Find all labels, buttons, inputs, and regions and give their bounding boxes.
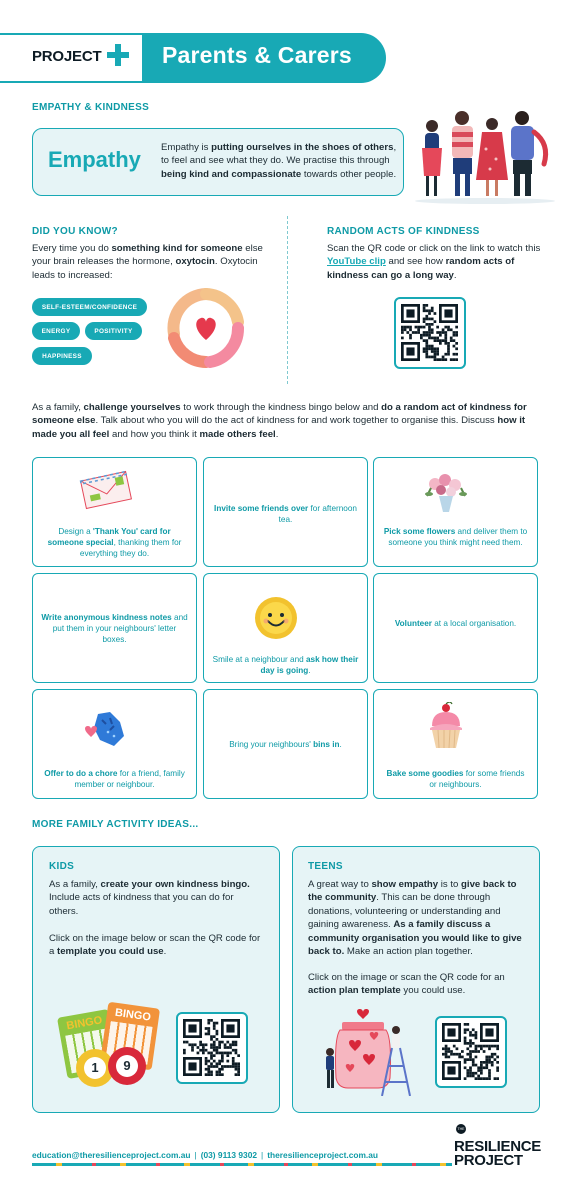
bingo-cell-text: Write anonymous kindness notes and put them in your neighbours' letter boxes. [41, 613, 188, 645]
footer-separator: | [194, 1150, 197, 1160]
trp-logo-the: THE [456, 1124, 466, 1134]
kids-text-2: Click on the image below or scan the QR code for a template you could use. [49, 933, 261, 958]
helping-hand-icon [80, 706, 130, 755]
bingo-cell-text: Pick some flowers and deliver them to someone you think might need them. [383, 527, 528, 548]
pill-self-esteem: SELF-ESTEEM/CONFIDENCE [32, 298, 147, 316]
did-you-know-label: DID YOU KNOW? [32, 226, 118, 237]
bingo-cell [32, 573, 197, 683]
challenge-text: As a family, challenge yourselves to work through the kindness bingo below and do a random act of kindness for someone else. Talk about who you will do the act of kindness for and work together to organise this. Discuss how it made you all feel and how you think it made others feel. [32, 402, 527, 440]
kindness-jar-illustration[interactable] [322, 1008, 414, 1096]
empathy-word: Empathy [48, 147, 141, 172]
flowers-icon [421, 470, 471, 519]
teens-label: TEENS [308, 861, 343, 872]
bingo-cell [203, 573, 368, 683]
bingo-cell-text: Smile at a neighbour and ask how their day is going. [212, 655, 359, 676]
qr-code-youtube[interactable] [394, 297, 466, 369]
trp-logo-line2: PROJECT [454, 1152, 523, 1169]
trp-logo [454, 1122, 541, 1168]
hands-heart-icon [166, 288, 246, 368]
youtube-clip-link[interactable]: YouTube clip [327, 256, 386, 268]
bingo-cell-text: Bake some goodies for some friends or neighbours. [386, 769, 525, 790]
bingo-cell [203, 689, 368, 799]
people-group-illustration [410, 104, 560, 204]
bingo-ball-yellow-number: 1 [84, 1057, 106, 1079]
plus-icon [107, 44, 129, 66]
bingo-cell [373, 457, 538, 567]
smiley-icon [254, 596, 298, 645]
trp-logo-line1: RESILIENCE [454, 1138, 542, 1155]
kids-label: KIDS [49, 861, 75, 872]
footer-email-link[interactable]: education@theresilienceproject.com.au [32, 1150, 191, 1160]
pill-energy: ENERGY [32, 322, 80, 340]
empathy-section-label: EMPATHY & KINDNESS [32, 102, 150, 113]
bingo-ball-red [108, 1047, 146, 1085]
teens-text-1: A great way to show empathy is to give back to the community. This can be done through donations, volunteering or understanding and gaining awareness. As a family discuss a community organisation you would like to give back to. Make an action plan together. [308, 879, 522, 958]
random-acts-label: RANDOM ACTS OF KINDNESS [327, 226, 480, 237]
did-you-know-text: Every time you do something kind for someone else your brain releases the hormone, oxytocin. Oxytocin leads to increased: [32, 243, 263, 281]
qr-code-teens[interactable] [435, 1016, 507, 1088]
footer-website-link[interactable]: theresilienceproject.com.au [267, 1150, 379, 1160]
qr-pattern [401, 304, 458, 361]
bingo-ball-red-number: 9 [116, 1055, 138, 1077]
bingo-cell [373, 573, 538, 683]
section-divider [287, 216, 288, 384]
random-acts-text: Scan the QR code or click on the link to watch this YouTube clip and see how random acts of kindness can go a long way. [327, 243, 541, 281]
bingo-cell-text: Invite some friends over for afternoon tea. [214, 504, 357, 525]
teens-text-2: Click on the image or scan the QR code for an action plan template you could use. [308, 972, 505, 997]
bingo-cell [32, 689, 197, 799]
page-title: Parents & Carers [162, 42, 352, 68]
bingo-cell [32, 457, 197, 567]
bingo-cell-text: Offer to do a chore for a friend, family member or neighbour. [44, 769, 185, 790]
cupcake-icon [426, 702, 466, 755]
qr-pattern [183, 1019, 240, 1076]
qr-code-kids[interactable] [176, 1012, 248, 1084]
more-ideas-label: MORE FAMILY ACTIVITY IDEAS... [32, 819, 199, 830]
project-logo-text: PROJECT [32, 48, 102, 65]
footer-separator: | [261, 1150, 264, 1160]
footer-decorative-line [32, 1163, 452, 1166]
bingo-card-green-label: BINGO [65, 1014, 104, 1033]
envelope-icon [79, 470, 133, 515]
footer-contact [32, 1150, 378, 1160]
bingo-card-orange-label: BINGO [114, 1006, 152, 1024]
footer-phone: (03) 9113 9302 [200, 1150, 258, 1160]
pill-happiness: HAPPINESS [32, 347, 92, 365]
empathy-definition: Empathy is putting ourselves in the shoes of others, to feel and see what they do. We practise this through being kind and compassionate towards other people. [161, 142, 397, 180]
bingo-cell-text: Design a 'Thank You' card for someone special, thanking them for everything they do. [47, 527, 182, 559]
bingo-cell-text: Bring your neighbours' bins in. [229, 740, 342, 749]
bingo-cell-text: Volunteer at a local organisation. [394, 619, 517, 628]
qr-pattern [442, 1023, 499, 1080]
bingo-cell [203, 457, 368, 567]
bingo-cell [373, 689, 538, 799]
kids-text-1: As a family, create your own kindness bingo. Include acts of kindness that you can do for others. [49, 879, 250, 917]
bingo-template-image[interactable] [62, 1005, 172, 1095]
pill-positivity: POSITIVITY [85, 322, 142, 340]
